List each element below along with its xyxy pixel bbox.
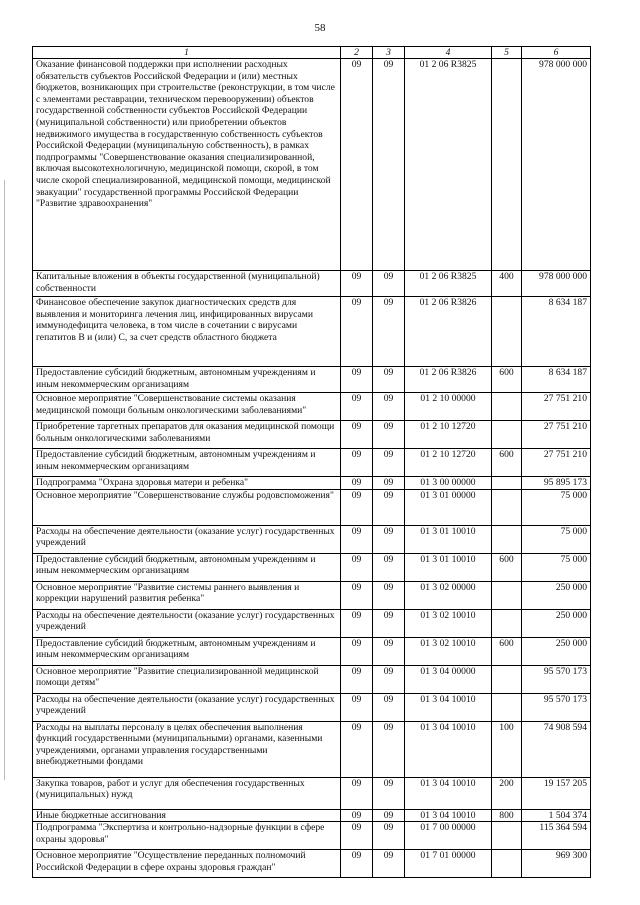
cell-vr xyxy=(492,421,522,449)
cell-name: Основное мероприятие "Осуществление переданных полномочий Российской Федерации в сфере охраны здоровья граждан" xyxy=(33,850,341,878)
cell-name: Основное мероприятие "Развитие специализированной медицинской помощи детям" xyxy=(33,665,341,693)
cell-vr: 800 xyxy=(492,809,522,822)
table-row xyxy=(33,581,591,609)
cell-prz: 09 xyxy=(373,449,405,477)
cell-name: Расходы на обеспечение деятельности (оказание услуг) государственных учреждений xyxy=(33,609,341,637)
cell-csr: 01 3 04 10010 xyxy=(405,721,492,777)
cell-csr: 01 2 06 R3825 xyxy=(405,271,492,297)
header-col-4: 4 xyxy=(405,47,492,59)
cell-rz: 09 xyxy=(341,393,373,421)
cell-name: Оказание финансовой поддержки при исполнении расходных обязательств субъектов Российской Федерации и (или) местных бюджетов, возникающих при строительстве (реконструкции, в том числе с элементами реставрации, техническом перевооружении) объектов государственной собственности субъектов Российской Федерации (муниципальной собственности) или приобретении объектов недвижимого имущества в государственную собственность субъектов Российской Федерации (муниципальную собственность), в рамках подпрограммы "Совершенствование оказания специализированной, включая высокотехнологичную, медицинской помощи, скорой, в том числе скорой специализированной, медицинской помощи, медицинской эвакуации" государственной программы Российской Федерации "Развитие здравоохранения" xyxy=(33,59,341,271)
cell-vr xyxy=(492,822,522,850)
cell-sum: 8 634 187 xyxy=(522,297,591,367)
cell-sum: 75 000 xyxy=(522,553,591,581)
cell-csr: 01 2 06 R3826 xyxy=(405,297,492,367)
table-row xyxy=(33,809,591,822)
cell-vr: 100 xyxy=(492,721,522,777)
cell-name: Предоставление субсидий бюджетным, автономным учреждениям и иным некоммерческим организациям xyxy=(33,449,341,477)
cell-csr: 01 3 04 10010 xyxy=(405,777,492,809)
cell-sum: 978 000 000 xyxy=(522,59,591,271)
scan-edge-line xyxy=(4,180,5,780)
cell-vr xyxy=(492,393,522,421)
cell-vr: 600 xyxy=(492,553,522,581)
table-row xyxy=(33,367,591,393)
cell-sum: 74 908 594 xyxy=(522,721,591,777)
cell-sum: 1 504 374 xyxy=(522,809,591,822)
table-row xyxy=(33,525,591,553)
cell-name: Расходы на обеспечение деятельности (оказание услуг) государственных учреждений xyxy=(33,693,341,721)
cell-prz: 09 xyxy=(373,477,405,490)
cell-prz: 09 xyxy=(373,693,405,721)
cell-rz: 09 xyxy=(341,477,373,490)
header-col-3: 3 xyxy=(373,47,405,59)
cell-prz: 09 xyxy=(373,721,405,777)
cell-vr xyxy=(492,693,522,721)
cell-rz: 09 xyxy=(341,581,373,609)
cell-vr: 600 xyxy=(492,367,522,393)
cell-vr xyxy=(492,297,522,367)
cell-rz: 09 xyxy=(341,665,373,693)
cell-name: Основное мероприятие "Совершенствование службы родовспоможения" xyxy=(33,489,341,525)
cell-sum: 95 570 173 xyxy=(522,693,591,721)
cell-sum: 95 570 173 xyxy=(522,665,591,693)
cell-rz: 09 xyxy=(341,822,373,850)
cell-csr: 01 2 06 R3826 xyxy=(405,367,492,393)
cell-prz: 09 xyxy=(373,665,405,693)
table-row xyxy=(33,271,591,297)
cell-vr: 200 xyxy=(492,777,522,809)
cell-name: Подпрограмма "Охрана здоровья матери и ребенка" xyxy=(33,477,341,490)
cell-rz: 09 xyxy=(341,271,373,297)
cell-csr: 01 2 10 12720 xyxy=(405,421,492,449)
cell-name: Закупка товаров, работ и услуг для обеспечения государственных (муниципальных) нужд xyxy=(33,777,341,809)
cell-csr: 01 3 02 00000 xyxy=(405,581,492,609)
page-number: 58 xyxy=(314,22,326,34)
table-header-row xyxy=(33,47,591,59)
cell-vr xyxy=(492,525,522,553)
cell-rz: 09 xyxy=(341,489,373,525)
cell-csr: 01 2 10 00000 xyxy=(405,393,492,421)
cell-name: Предоставление субсидий бюджетным, автономным учреждениям и иным некоммерческим организациям xyxy=(33,553,341,581)
cell-prz: 09 xyxy=(373,393,405,421)
cell-rz: 09 xyxy=(341,525,373,553)
cell-vr xyxy=(492,59,522,271)
cell-sum: 27 751 210 xyxy=(522,449,591,477)
cell-sum: 27 751 210 xyxy=(522,421,591,449)
cell-prz: 09 xyxy=(373,809,405,822)
cell-vr xyxy=(492,489,522,525)
cell-csr: 01 3 01 00000 xyxy=(405,489,492,525)
cell-prz: 09 xyxy=(373,525,405,553)
cell-prz: 09 xyxy=(373,850,405,878)
cell-vr: 600 xyxy=(492,637,522,665)
cell-name: Предоставление субсидий бюджетным, автономным учреждениям и иным некоммерческим организациям xyxy=(33,637,341,665)
cell-rz: 09 xyxy=(341,809,373,822)
table-row xyxy=(33,449,591,477)
cell-rz: 09 xyxy=(341,421,373,449)
table-row xyxy=(33,721,591,777)
table-row xyxy=(33,393,591,421)
cell-prz: 09 xyxy=(373,489,405,525)
header-col-2: 2 xyxy=(341,47,373,59)
table-row xyxy=(33,59,591,271)
cell-rz: 09 xyxy=(341,297,373,367)
cell-sum: 978 000 000 xyxy=(522,271,591,297)
cell-name: Подпрограмма "Экспертиза и контрольно-надзорные функции в сфере охраны здоровья" xyxy=(33,822,341,850)
cell-name: Основное мероприятие "Совершенствование системы оказания медицинской помощи больным онкологическими заболеваниями" xyxy=(33,393,341,421)
table-body xyxy=(33,59,591,878)
cell-rz: 09 xyxy=(341,850,373,878)
cell-sum: 8 634 187 xyxy=(522,367,591,393)
cell-prz: 09 xyxy=(373,59,405,271)
table-row xyxy=(33,553,591,581)
cell-csr: 01 3 01 10010 xyxy=(405,553,492,581)
table-row xyxy=(33,489,591,525)
table-row xyxy=(33,777,591,809)
cell-name: Капитальные вложения в объекты государственной (муниципальной) собственности xyxy=(33,271,341,297)
cell-prz: 09 xyxy=(373,553,405,581)
cell-rz: 09 xyxy=(341,637,373,665)
cell-name: Финансовое обеспечение закупок диагностических средств для выявления и мониторинга лечения лиц, инфицированных вирусами иммунодефицита человека, в том числе в сочетании с вирусами гепатитов B и (или) C, за счет средств областного бюджета xyxy=(33,297,341,367)
cell-csr: 01 3 02 10010 xyxy=(405,637,492,665)
cell-name: Основное мероприятие "Развитие системы раннего выявления и коррекции нарушений развития ребенка" xyxy=(33,581,341,609)
cell-name: Расходы на обеспечение деятельности (оказание услуг) государственных учреждений xyxy=(33,525,341,553)
cell-sum: 95 895 173 xyxy=(522,477,591,490)
cell-rz: 09 xyxy=(341,777,373,809)
cell-prz: 09 xyxy=(373,367,405,393)
cell-rz: 09 xyxy=(341,59,373,271)
cell-csr: 01 3 02 10010 xyxy=(405,609,492,637)
header-col-6: 6 xyxy=(522,47,591,59)
cell-vr xyxy=(492,609,522,637)
cell-prz: 09 xyxy=(373,822,405,850)
cell-prz: 09 xyxy=(373,271,405,297)
cell-sum: 75 000 xyxy=(522,525,591,553)
cell-rz: 09 xyxy=(341,693,373,721)
cell-name: Предоставление субсидий бюджетным, автономным учреждениям и иным некоммерческим организациям xyxy=(33,367,341,393)
cell-prz: 09 xyxy=(373,637,405,665)
cell-sum: 969 300 xyxy=(522,850,591,878)
cell-prz: 09 xyxy=(373,581,405,609)
cell-sum: 19 157 205 xyxy=(522,777,591,809)
cell-rz: 09 xyxy=(341,721,373,777)
budget-table xyxy=(32,46,591,878)
cell-sum: 27 751 210 xyxy=(522,393,591,421)
table-row xyxy=(33,850,591,878)
cell-prz: 09 xyxy=(373,297,405,367)
cell-csr: 01 2 06 R3825 xyxy=(405,59,492,271)
cell-prz: 09 xyxy=(373,609,405,637)
header-col-1: 1 xyxy=(33,47,341,59)
cell-name: Иные бюджетные ассигнования xyxy=(33,809,341,822)
cell-csr: 01 3 04 10010 xyxy=(405,693,492,721)
cell-sum: 75 000 xyxy=(522,489,591,525)
cell-sum: 250 000 xyxy=(522,609,591,637)
cell-csr: 01 3 01 10010 xyxy=(405,525,492,553)
cell-prz: 09 xyxy=(373,421,405,449)
cell-csr: 01 3 00 00000 xyxy=(405,477,492,490)
cell-name: Расходы на выплаты персоналу в целях обеспечения выполнения функций государственными (муниципальными) органами, казенными учреждениями, органами управления государственными внебюджетными фондами xyxy=(33,721,341,777)
cell-vr: 400 xyxy=(492,271,522,297)
cell-vr xyxy=(492,477,522,490)
cell-vr xyxy=(492,581,522,609)
cell-csr: 01 7 00 00000 xyxy=(405,822,492,850)
table-row xyxy=(33,822,591,850)
cell-csr: 01 2 10 12720 xyxy=(405,449,492,477)
cell-rz: 09 xyxy=(341,449,373,477)
table-row xyxy=(33,693,591,721)
cell-vr xyxy=(492,850,522,878)
cell-csr: 01 3 04 10010 xyxy=(405,809,492,822)
cell-csr: 01 7 01 00000 xyxy=(405,850,492,878)
cell-name: Приобретение таргетных препаратов для оказания медицинской помощи больным онкологическими заболеваниями xyxy=(33,421,341,449)
cell-vr xyxy=(492,665,522,693)
cell-sum: 250 000 xyxy=(522,637,591,665)
cell-prz: 09 xyxy=(373,777,405,809)
table-row xyxy=(33,609,591,637)
table-row xyxy=(33,665,591,693)
cell-rz: 09 xyxy=(341,367,373,393)
table-row xyxy=(33,421,591,449)
table-row xyxy=(33,637,591,665)
cell-vr: 600 xyxy=(492,449,522,477)
table-row xyxy=(33,297,591,367)
cell-sum: 115 364 594 xyxy=(522,822,591,850)
table-row xyxy=(33,477,591,490)
cell-rz: 09 xyxy=(341,553,373,581)
cell-csr: 01 3 04 00000 xyxy=(405,665,492,693)
cell-rz: 09 xyxy=(341,609,373,637)
header-col-5: 5 xyxy=(492,47,522,59)
cell-sum: 250 000 xyxy=(522,581,591,609)
